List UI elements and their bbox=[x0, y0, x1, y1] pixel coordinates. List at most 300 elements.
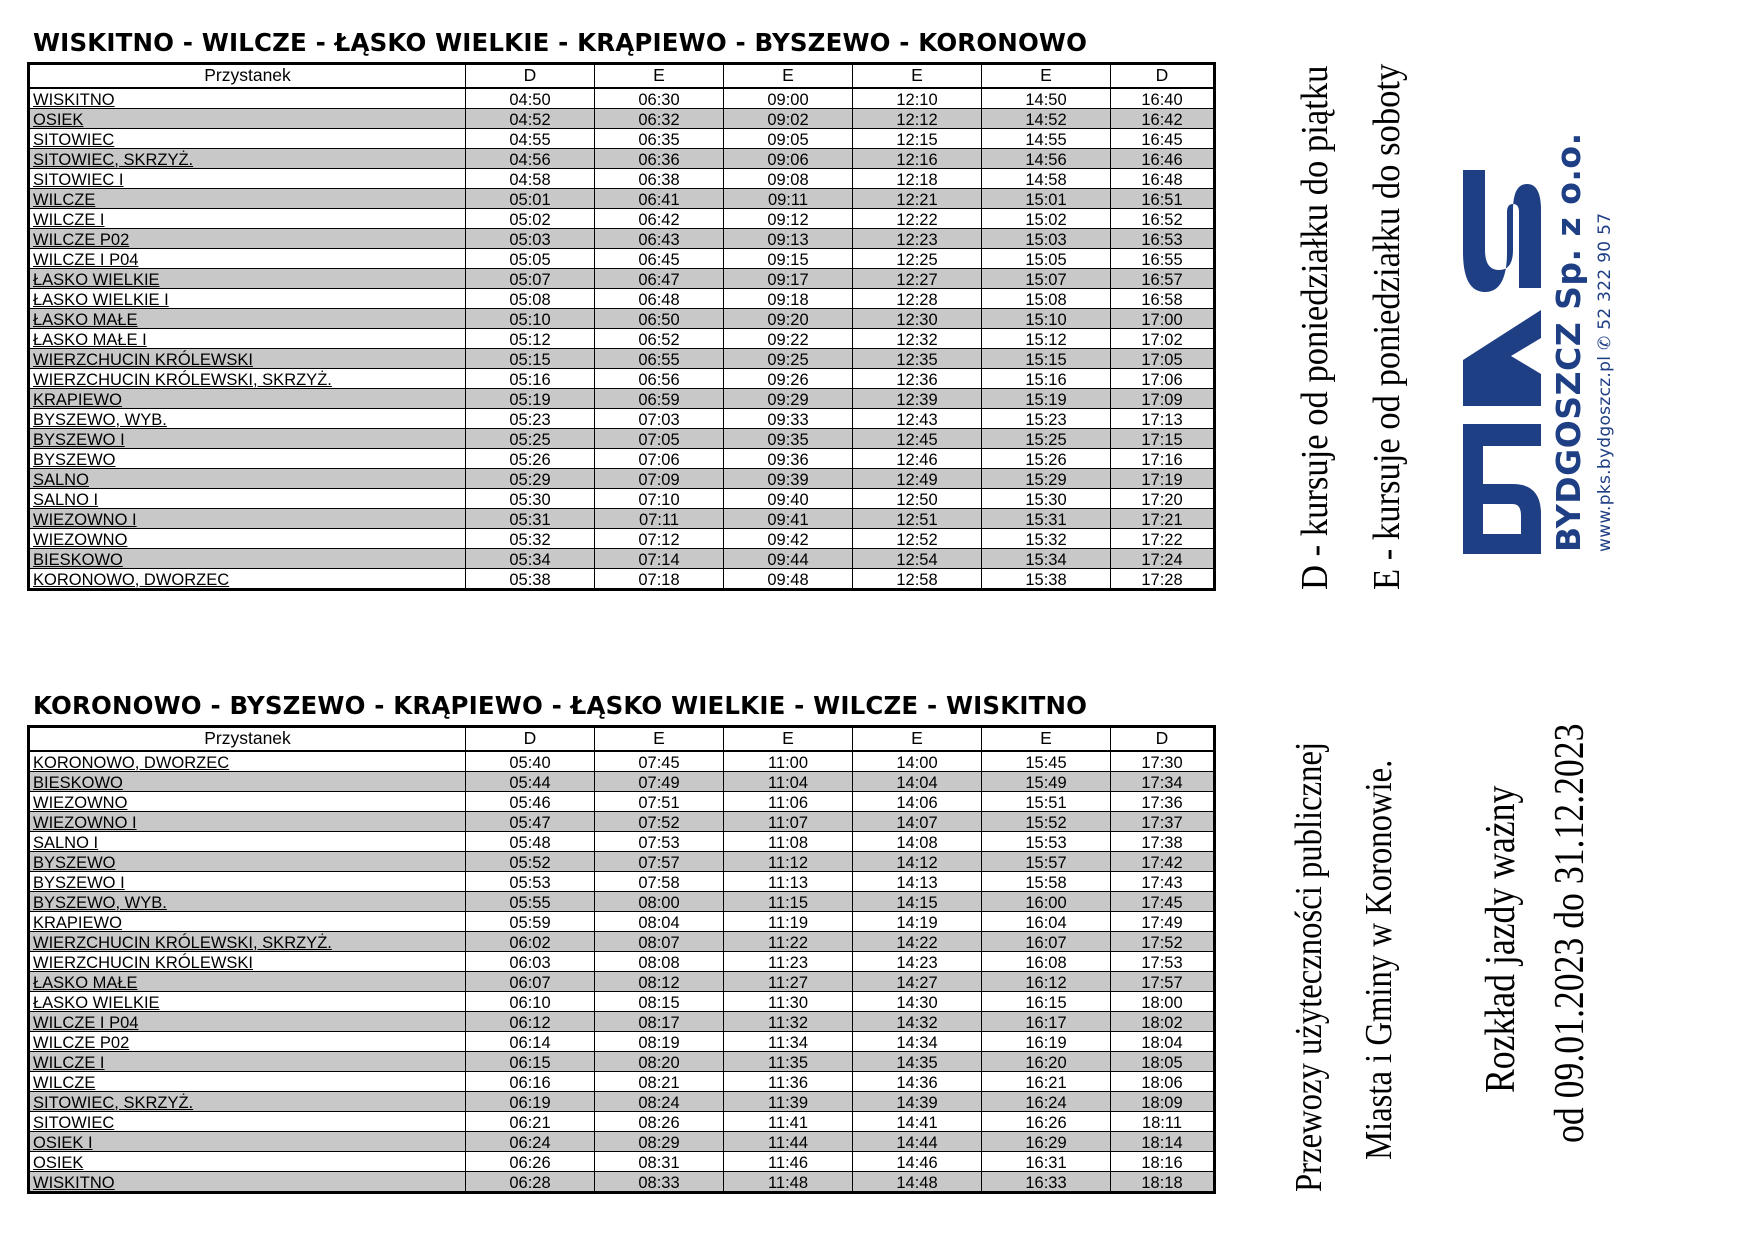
departure-time: 05:16 bbox=[466, 369, 595, 389]
departure-time: 08:31 bbox=[595, 1152, 724, 1172]
departure-time: 16:04 bbox=[982, 912, 1111, 932]
stop-name: WIERZCHUCIN KRÓLEWSKI bbox=[29, 952, 466, 972]
departure-time: 14:13 bbox=[853, 872, 982, 892]
departure-time: 06:55 bbox=[595, 349, 724, 369]
departure-time: 17:38 bbox=[1111, 832, 1215, 852]
departure-time: 12:58 bbox=[853, 569, 982, 590]
departure-time: 12:52 bbox=[853, 529, 982, 549]
departure-time: 11:41 bbox=[724, 1112, 853, 1132]
departure-time: 05:15 bbox=[466, 349, 595, 369]
stop-name: BYSZEWO, WYB. bbox=[29, 892, 466, 912]
departure-time: 16:21 bbox=[982, 1072, 1111, 1092]
departure-time: 11:34 bbox=[724, 1032, 853, 1052]
departure-time: 07:53 bbox=[595, 832, 724, 852]
departure-time: 06:32 bbox=[595, 109, 724, 129]
departure-time: 09:20 bbox=[724, 309, 853, 329]
departure-time: 04:58 bbox=[466, 169, 595, 189]
stop-name: WILCZE P02 bbox=[29, 229, 466, 249]
column-header-course: D bbox=[466, 64, 595, 89]
stop-name: WILCZE bbox=[29, 1072, 466, 1092]
table-row bbox=[29, 509, 1215, 529]
departure-time: 16:46 bbox=[1111, 149, 1215, 169]
stop-name: WISKITNO bbox=[29, 1172, 466, 1193]
departure-time: 09:44 bbox=[724, 549, 853, 569]
departure-time: 15:10 bbox=[982, 309, 1111, 329]
table-row bbox=[29, 289, 1215, 309]
table-row bbox=[29, 932, 1215, 952]
departure-time: 05:23 bbox=[466, 409, 595, 429]
stop-name: ŁASKO MAŁE I bbox=[29, 329, 466, 349]
stop-name: BYSZEWO bbox=[29, 449, 466, 469]
departure-time: 06:26 bbox=[466, 1152, 595, 1172]
departure-time: 14:50 bbox=[982, 88, 1111, 109]
departure-time: 11:35 bbox=[724, 1052, 853, 1072]
table-row bbox=[29, 872, 1215, 892]
departure-time: 11:06 bbox=[724, 792, 853, 812]
departure-time: 09:41 bbox=[724, 509, 853, 529]
departure-time: 06:30 bbox=[595, 88, 724, 109]
departure-time: 12:10 bbox=[853, 88, 982, 109]
table-row bbox=[29, 129, 1215, 149]
departure-time: 17:45 bbox=[1111, 892, 1215, 912]
departure-time: 14:04 bbox=[853, 772, 982, 792]
departure-time: 15:03 bbox=[982, 229, 1111, 249]
departure-time: 14:19 bbox=[853, 912, 982, 932]
departure-time: 09:00 bbox=[724, 88, 853, 109]
departure-time: 17:34 bbox=[1111, 772, 1215, 792]
departure-time: 08:24 bbox=[595, 1092, 724, 1112]
table-row bbox=[29, 409, 1215, 429]
table-row bbox=[29, 389, 1215, 409]
departure-time: 12:21 bbox=[853, 189, 982, 209]
stop-name: WIEZOWNO I bbox=[29, 812, 466, 832]
departure-time: 11:44 bbox=[724, 1132, 853, 1152]
table-row bbox=[29, 1052, 1215, 1072]
departure-time: 06:21 bbox=[466, 1112, 595, 1132]
stop-name: WILCZE I bbox=[29, 209, 466, 229]
departure-time: 09:35 bbox=[724, 429, 853, 449]
departure-time: 12:32 bbox=[853, 329, 982, 349]
departure-time: 15:23 bbox=[982, 409, 1111, 429]
column-header-course: E bbox=[724, 727, 853, 752]
table-row bbox=[29, 1172, 1215, 1193]
stop-name: WIERZCHUCIN KRÓLEWSKI, SKRZYŻ. bbox=[29, 932, 466, 952]
departure-time: 17:19 bbox=[1111, 469, 1215, 489]
stop-name: WISKITNO bbox=[29, 88, 466, 109]
timetable-1 bbox=[27, 62, 1216, 591]
departure-time: 09:40 bbox=[724, 489, 853, 509]
departure-time: 06:19 bbox=[466, 1092, 595, 1112]
departure-time: 15:31 bbox=[982, 509, 1111, 529]
table-row bbox=[29, 1152, 1215, 1172]
departure-time: 07:57 bbox=[595, 852, 724, 872]
stop-name: SALNO I bbox=[29, 489, 466, 509]
departure-time: 16:51 bbox=[1111, 189, 1215, 209]
stop-name: SITOWIEC, SKRZYŻ. bbox=[29, 149, 466, 169]
legend-d: D - kursuje od poniedziałku do piątku bbox=[1294, 65, 1336, 590]
departure-time: 15:51 bbox=[982, 792, 1111, 812]
table-row bbox=[29, 309, 1215, 329]
stop-name: BYSZEWO I bbox=[29, 872, 466, 892]
departure-time: 11:48 bbox=[724, 1172, 853, 1193]
departure-time: 15:58 bbox=[982, 872, 1111, 892]
stop-name: WIEZOWNO I bbox=[29, 509, 466, 529]
departure-time: 18:04 bbox=[1111, 1032, 1215, 1052]
departure-time: 17:00 bbox=[1111, 309, 1215, 329]
departure-time: 05:10 bbox=[466, 309, 595, 329]
departure-time: 17:49 bbox=[1111, 912, 1215, 932]
stop-name: OSIEK I bbox=[29, 1132, 466, 1152]
table-row bbox=[29, 109, 1215, 129]
departure-time: 17:36 bbox=[1111, 792, 1215, 812]
departure-time: 05:59 bbox=[466, 912, 595, 932]
departure-time: 04:50 bbox=[466, 88, 595, 109]
departure-time: 15:19 bbox=[982, 389, 1111, 409]
stop-name: WILCZE bbox=[29, 189, 466, 209]
departure-time: 16:40 bbox=[1111, 88, 1215, 109]
stop-name: OSIEK bbox=[29, 1152, 466, 1172]
departure-time: 06:48 bbox=[595, 289, 724, 309]
departure-time: 09:18 bbox=[724, 289, 853, 309]
departure-time: 14:46 bbox=[853, 1152, 982, 1172]
departure-time: 06:47 bbox=[595, 269, 724, 289]
departure-time: 11:36 bbox=[724, 1072, 853, 1092]
column-header-course: E bbox=[595, 64, 724, 89]
departure-time: 16:48 bbox=[1111, 169, 1215, 189]
departure-time: 08:29 bbox=[595, 1132, 724, 1152]
departure-time: 11:22 bbox=[724, 932, 853, 952]
departure-time: 16:57 bbox=[1111, 269, 1215, 289]
departure-time: 17:15 bbox=[1111, 429, 1215, 449]
departure-time: 11:23 bbox=[724, 952, 853, 972]
departure-time: 12:18 bbox=[853, 169, 982, 189]
departure-time: 05:38 bbox=[466, 569, 595, 590]
departure-time: 15:32 bbox=[982, 529, 1111, 549]
departure-time: 14:00 bbox=[853, 751, 982, 772]
departure-time: 05:52 bbox=[466, 852, 595, 872]
stop-name: ŁASKO MAŁE bbox=[29, 309, 466, 329]
departure-time: 16:26 bbox=[982, 1112, 1111, 1132]
departure-time: 15:05 bbox=[982, 249, 1111, 269]
departure-time: 05:26 bbox=[466, 449, 595, 469]
departure-time: 12:50 bbox=[853, 489, 982, 509]
departure-time: 09:48 bbox=[724, 569, 853, 590]
table-row bbox=[29, 449, 1215, 469]
departure-time: 06:14 bbox=[466, 1032, 595, 1052]
departure-time: 14:27 bbox=[853, 972, 982, 992]
departure-time: 05:30 bbox=[466, 489, 595, 509]
departure-time: 18:09 bbox=[1111, 1092, 1215, 1112]
table-row bbox=[29, 369, 1215, 389]
stop-name: OSIEK bbox=[29, 109, 466, 129]
table-row bbox=[29, 892, 1215, 912]
departure-time: 11:00 bbox=[724, 751, 853, 772]
table-row bbox=[29, 329, 1215, 349]
departure-time: 07:05 bbox=[595, 429, 724, 449]
timetable-1-header-row bbox=[29, 64, 1215, 89]
departure-time: 15:38 bbox=[982, 569, 1111, 590]
timetable-2-header-row bbox=[29, 727, 1215, 752]
table-row bbox=[29, 1132, 1215, 1152]
departure-time: 18:00 bbox=[1111, 992, 1215, 1012]
departure-time: 06:42 bbox=[595, 209, 724, 229]
departure-time: 14:06 bbox=[853, 792, 982, 812]
departure-time: 17:37 bbox=[1111, 812, 1215, 832]
departure-time: 07:52 bbox=[595, 812, 724, 832]
departure-time: 08:26 bbox=[595, 1112, 724, 1132]
departure-time: 04:52 bbox=[466, 109, 595, 129]
table-row bbox=[29, 549, 1215, 569]
stop-name: ŁASKO MAŁE bbox=[29, 972, 466, 992]
stop-name: SITOWIEC, SKRZYŻ. bbox=[29, 1092, 466, 1112]
departure-time: 16:33 bbox=[982, 1172, 1111, 1193]
departure-time: 07:45 bbox=[595, 751, 724, 772]
departure-time: 09:22 bbox=[724, 329, 853, 349]
departure-time: 18:05 bbox=[1111, 1052, 1215, 1072]
departure-time: 08:08 bbox=[595, 952, 724, 972]
departure-time: 12:28 bbox=[853, 289, 982, 309]
departure-time: 16:45 bbox=[1111, 129, 1215, 149]
validity-line-1: Rozkład jazdy ważny bbox=[1478, 785, 1524, 1093]
column-header-course: E bbox=[595, 727, 724, 752]
departure-time: 06:41 bbox=[595, 189, 724, 209]
departure-time: 06:12 bbox=[466, 1012, 595, 1032]
departure-time: 05:55 bbox=[466, 892, 595, 912]
departure-time: 11:08 bbox=[724, 832, 853, 852]
departure-time: 11:04 bbox=[724, 772, 853, 792]
departure-time: 09:17 bbox=[724, 269, 853, 289]
departure-time: 17:22 bbox=[1111, 529, 1215, 549]
departure-time: 14:39 bbox=[853, 1092, 982, 1112]
departure-time: 08:07 bbox=[595, 932, 724, 952]
departure-time: 07:14 bbox=[595, 549, 724, 569]
departure-time: 06:10 bbox=[466, 992, 595, 1012]
departure-time: 16:19 bbox=[982, 1032, 1111, 1052]
column-header-course: D bbox=[1111, 727, 1215, 752]
departure-time: 09:29 bbox=[724, 389, 853, 409]
departure-time: 05:25 bbox=[466, 429, 595, 449]
table-row bbox=[29, 952, 1215, 972]
departure-time: 17:24 bbox=[1111, 549, 1215, 569]
departure-time: 05:31 bbox=[466, 509, 595, 529]
stop-name: SALNO I bbox=[29, 832, 466, 852]
departure-time: 12:46 bbox=[853, 449, 982, 469]
departure-time: 06:02 bbox=[466, 932, 595, 952]
departure-time: 06:28 bbox=[466, 1172, 595, 1193]
table-row bbox=[29, 832, 1215, 852]
column-header-course: E bbox=[982, 64, 1111, 89]
stop-name: SITOWIEC bbox=[29, 1112, 466, 1132]
timetable-2 bbox=[27, 725, 1216, 1194]
departure-time: 15:30 bbox=[982, 489, 1111, 509]
departure-time: 08:04 bbox=[595, 912, 724, 932]
departure-time: 09:05 bbox=[724, 129, 853, 149]
departure-time: 12:25 bbox=[853, 249, 982, 269]
stop-name: KORONOWO, DWORZEC bbox=[29, 751, 466, 772]
table-row bbox=[29, 852, 1215, 872]
departure-time: 05:19 bbox=[466, 389, 595, 409]
departure-time: 14:30 bbox=[853, 992, 982, 1012]
table-row bbox=[29, 229, 1215, 249]
table-row bbox=[29, 249, 1215, 269]
stop-name: BYSZEWO I bbox=[29, 429, 466, 449]
table-row bbox=[29, 269, 1215, 289]
departure-time: 18:06 bbox=[1111, 1072, 1215, 1092]
departure-time: 15:07 bbox=[982, 269, 1111, 289]
departure-time: 07:18 bbox=[595, 569, 724, 590]
departure-time: 12:54 bbox=[853, 549, 982, 569]
departure-time: 12:39 bbox=[853, 389, 982, 409]
timetable-1-title: WISKITNO - WILCZE - ŁĄSKO WIELKIE - KRĄPIEWO - BYSZEWO - KORONOWO bbox=[33, 28, 1088, 57]
departure-time: 06:52 bbox=[595, 329, 724, 349]
departure-time: 09:33 bbox=[724, 409, 853, 429]
departure-time: 09:12 bbox=[724, 209, 853, 229]
departure-time: 15:53 bbox=[982, 832, 1111, 852]
departure-time: 06:07 bbox=[466, 972, 595, 992]
departure-time: 16:42 bbox=[1111, 109, 1215, 129]
departure-time: 16:58 bbox=[1111, 289, 1215, 309]
departure-time: 09:25 bbox=[724, 349, 853, 369]
departure-time: 05:12 bbox=[466, 329, 595, 349]
table-row bbox=[29, 529, 1215, 549]
departure-time: 14:58 bbox=[982, 169, 1111, 189]
table-row bbox=[29, 469, 1215, 489]
departure-time: 17:06 bbox=[1111, 369, 1215, 389]
departure-time: 11:27 bbox=[724, 972, 853, 992]
departure-time: 05:46 bbox=[466, 792, 595, 812]
table-row bbox=[29, 489, 1215, 509]
departure-time: 12:30 bbox=[853, 309, 982, 329]
stop-name: SITOWIEC I bbox=[29, 169, 466, 189]
departure-time: 06:59 bbox=[595, 389, 724, 409]
departure-time: 14:44 bbox=[853, 1132, 982, 1152]
departure-time: 08:19 bbox=[595, 1032, 724, 1052]
departure-time: 05:40 bbox=[466, 751, 595, 772]
departure-time: 06:35 bbox=[595, 129, 724, 149]
departure-time: 14:08 bbox=[853, 832, 982, 852]
departure-time: 12:51 bbox=[853, 509, 982, 529]
departure-time: 12:43 bbox=[853, 409, 982, 429]
table-row bbox=[29, 169, 1215, 189]
departure-time: 15:26 bbox=[982, 449, 1111, 469]
stop-name: WIEZOWNO bbox=[29, 529, 466, 549]
departure-time: 09:02 bbox=[724, 109, 853, 129]
stop-name: WILCZE I P04 bbox=[29, 249, 466, 269]
departure-time: 09:06 bbox=[724, 149, 853, 169]
departure-time: 11:19 bbox=[724, 912, 853, 932]
table-row bbox=[29, 349, 1215, 369]
departure-time: 18:11 bbox=[1111, 1112, 1215, 1132]
departure-time: 11:15 bbox=[724, 892, 853, 912]
table-row bbox=[29, 772, 1215, 792]
departure-time: 17:16 bbox=[1111, 449, 1215, 469]
departure-time: 14:35 bbox=[853, 1052, 982, 1072]
table-row bbox=[29, 792, 1215, 812]
table-row bbox=[29, 751, 1215, 772]
stop-name: ŁASKO WIELKIE I bbox=[29, 289, 466, 309]
table-row bbox=[29, 1112, 1215, 1132]
departure-time: 14:55 bbox=[982, 129, 1111, 149]
departure-time: 17:13 bbox=[1111, 409, 1215, 429]
departure-time: 14:34 bbox=[853, 1032, 982, 1052]
departure-time: 17:28 bbox=[1111, 569, 1215, 590]
departure-time: 11:46 bbox=[724, 1152, 853, 1172]
stop-name: SITOWIEC bbox=[29, 129, 466, 149]
stop-name: WILCZE P02 bbox=[29, 1032, 466, 1052]
departure-time: 06:24 bbox=[466, 1132, 595, 1152]
departure-time: 11:32 bbox=[724, 1012, 853, 1032]
departure-time: 17:57 bbox=[1111, 972, 1215, 992]
departure-time: 05:44 bbox=[466, 772, 595, 792]
table-row bbox=[29, 149, 1215, 169]
departure-time: 16:24 bbox=[982, 1092, 1111, 1112]
table-row bbox=[29, 429, 1215, 449]
departure-time: 07:03 bbox=[595, 409, 724, 429]
departure-time: 05:05 bbox=[466, 249, 595, 269]
departure-time: 16:55 bbox=[1111, 249, 1215, 269]
departure-time: 05:53 bbox=[466, 872, 595, 892]
column-header-course: E bbox=[982, 727, 1111, 752]
stop-name: BIESKOWO bbox=[29, 549, 466, 569]
departure-time: 06:16 bbox=[466, 1072, 595, 1092]
departure-time: 15:49 bbox=[982, 772, 1111, 792]
departure-time: 05:01 bbox=[466, 189, 595, 209]
departure-time: 17:53 bbox=[1111, 952, 1215, 972]
validity-line-2: od 09.01.2023 do 31.12.2023 bbox=[1547, 723, 1593, 1143]
departure-time: 16:00 bbox=[982, 892, 1111, 912]
column-header-stop: Przystanek bbox=[29, 727, 466, 752]
logo-contact: www.pks.bydgoszcz.pl ✆ 52 322 90 57 bbox=[1595, 212, 1615, 552]
departure-time: 14:07 bbox=[853, 812, 982, 832]
departure-time: 06:45 bbox=[595, 249, 724, 269]
table-row bbox=[29, 1012, 1215, 1032]
table-row bbox=[29, 1092, 1215, 1112]
departure-time: 17:43 bbox=[1111, 872, 1215, 892]
departure-time: 14:48 bbox=[853, 1172, 982, 1193]
departure-time: 14:23 bbox=[853, 952, 982, 972]
departure-time: 06:36 bbox=[595, 149, 724, 169]
departure-time: 12:27 bbox=[853, 269, 982, 289]
departure-time: 15:02 bbox=[982, 209, 1111, 229]
departure-time: 05:07 bbox=[466, 269, 595, 289]
logo-company: BYDGOSZCZ Sp. z o.o. bbox=[1549, 132, 1588, 552]
departure-time: 05:08 bbox=[466, 289, 595, 309]
column-header-course: E bbox=[853, 64, 982, 89]
departure-time: 14:56 bbox=[982, 149, 1111, 169]
departure-time: 17:05 bbox=[1111, 349, 1215, 369]
departure-time: 16:20 bbox=[982, 1052, 1111, 1072]
departure-time: 11:39 bbox=[724, 1092, 853, 1112]
departure-time: 05:02 bbox=[466, 209, 595, 229]
departure-time: 18:02 bbox=[1111, 1012, 1215, 1032]
table-row bbox=[29, 912, 1215, 932]
departure-time: 16:52 bbox=[1111, 209, 1215, 229]
stop-name: WILCZE I bbox=[29, 1052, 466, 1072]
table-row bbox=[29, 812, 1215, 832]
departure-time: 17:52 bbox=[1111, 932, 1215, 952]
departure-time: 07:11 bbox=[595, 509, 724, 529]
departure-time: 09:42 bbox=[724, 529, 853, 549]
departure-time: 08:20 bbox=[595, 1052, 724, 1072]
departure-time: 06:38 bbox=[595, 169, 724, 189]
departure-time: 06:43 bbox=[595, 229, 724, 249]
stop-name: BIESKOWO bbox=[29, 772, 466, 792]
departure-time: 16:53 bbox=[1111, 229, 1215, 249]
departure-time: 14:52 bbox=[982, 109, 1111, 129]
departure-time: 05:32 bbox=[466, 529, 595, 549]
stop-name: ŁASKO WIELKIE bbox=[29, 992, 466, 1012]
table-row bbox=[29, 88, 1215, 109]
